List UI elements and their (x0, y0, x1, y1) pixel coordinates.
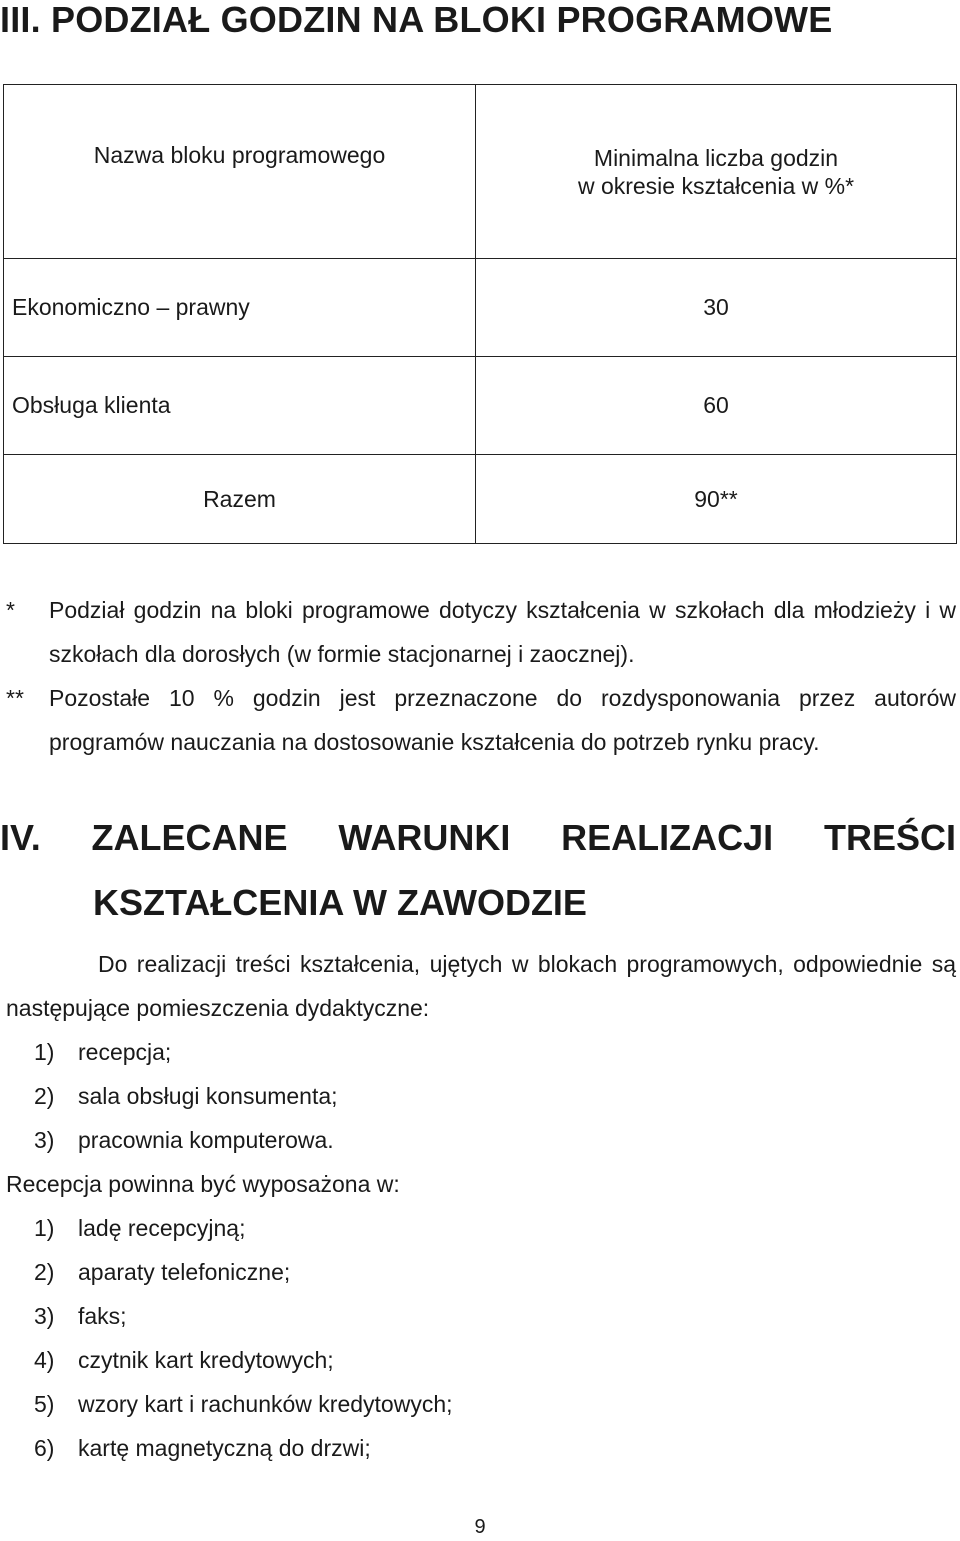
section-3-heading: III. PODZIAŁ GODZIN NA BLOKI PROGRAMOWE (0, 0, 833, 40)
heading-word: REALIZACJI (561, 817, 774, 858)
list-number: 5) (34, 1391, 55, 1417)
block-hours-cell: 30 (476, 259, 957, 357)
list-text: sala obsługi konsumenta; (78, 1083, 338, 1109)
list-item (6, 1118, 956, 1162)
list-text: kartę magnetyczną do drzwi; (78, 1435, 371, 1461)
list-number: 1) (34, 1039, 55, 1065)
list-text: faks; (78, 1303, 127, 1329)
list-text: aparaty telefoniczne; (78, 1259, 291, 1285)
block-name-cell: Obsługa klienta (4, 357, 476, 455)
list-number: 2) (34, 1259, 55, 1285)
list-text: wzory kart i rachunków kredytowych; (78, 1391, 453, 1417)
list-number: 3) (34, 1127, 55, 1153)
list-item (6, 1206, 956, 1250)
table-header-row (4, 85, 957, 259)
list-number: 6) (34, 1435, 55, 1461)
list-item (6, 1030, 956, 1074)
section-4-heading (0, 810, 956, 940)
page-number: 9 (474, 1516, 486, 1538)
list-item (6, 1338, 956, 1382)
footnote-1-text: Podział godzin na bloki programowe dotyczy kształcenia w szkołach dla młodzieży i w szkołach dla dorosłych (w formie stacjonarnej i zaocznej). (49, 597, 956, 667)
table-total-row (4, 455, 957, 544)
list-text: czytnik kart kredytowych; (78, 1347, 334, 1373)
total-label-cell: Razem (4, 455, 476, 544)
list-text: pracownia komputerowa. (78, 1127, 334, 1153)
reception-lead: Recepcja powinna być wyposażona w: (6, 1171, 400, 1197)
footnote-2-mark: ** (6, 685, 24, 711)
list-number: 4) (34, 1347, 55, 1373)
list-number: 3) (34, 1303, 55, 1329)
heading-word: IV. (0, 817, 41, 858)
heading-word: WARUNKI (338, 817, 511, 858)
program-blocks-table (3, 84, 957, 544)
footnote-1 (6, 588, 956, 676)
equipment-list (6, 1206, 956, 1470)
footnote-2 (6, 676, 956, 764)
intro-paragraph: Do realizacji treści kształcenia, ujętych w blokach programowych, odpowiednie są następujące pomieszczenia dydaktyczne: (6, 951, 956, 1021)
heading-word: TREŚCI (823, 817, 956, 858)
rooms-list (6, 1030, 956, 1162)
section-4-heading-line2: KSZTAŁCENIA W ZAWODZIE (93, 882, 587, 923)
list-text: recepcja; (78, 1039, 172, 1065)
header-min-hours-line1: Minimalna liczba godzin (593, 144, 839, 171)
table-row (4, 357, 957, 455)
header-block-name (4, 85, 476, 259)
list-number: 2) (34, 1083, 55, 1109)
table-row (4, 259, 957, 357)
list-item (6, 1382, 956, 1426)
section-4-body (6, 942, 956, 1470)
header-min-hours (476, 85, 957, 259)
block-name-cell: Ekonomiczno – prawny (4, 259, 476, 357)
list-number: 1) (34, 1215, 55, 1241)
block-hours-cell: 60 (476, 357, 957, 455)
list-text: ladę recepcyjną; (78, 1215, 246, 1241)
footnote-1-mark: * (6, 597, 15, 623)
list-item (6, 1250, 956, 1294)
section-4-heading-line1 (0, 810, 956, 866)
list-item (6, 1294, 956, 1338)
heading-word: ZALECANE (91, 817, 288, 858)
list-item (6, 1074, 956, 1118)
list-item (6, 1426, 956, 1470)
footnote-2-text: Pozostałe 10 % godzin jest przeznaczone do rozdysponowania przez autorów programów nauczania na dostosowanie kształcenia do potrzeb rynku pracy. (49, 685, 956, 755)
header-block-name-text: Nazwa bloku programowego (93, 141, 386, 168)
total-value-cell: 90** (476, 455, 957, 544)
header-min-hours-line2: w okresie kształcenia w %* (577, 172, 855, 199)
